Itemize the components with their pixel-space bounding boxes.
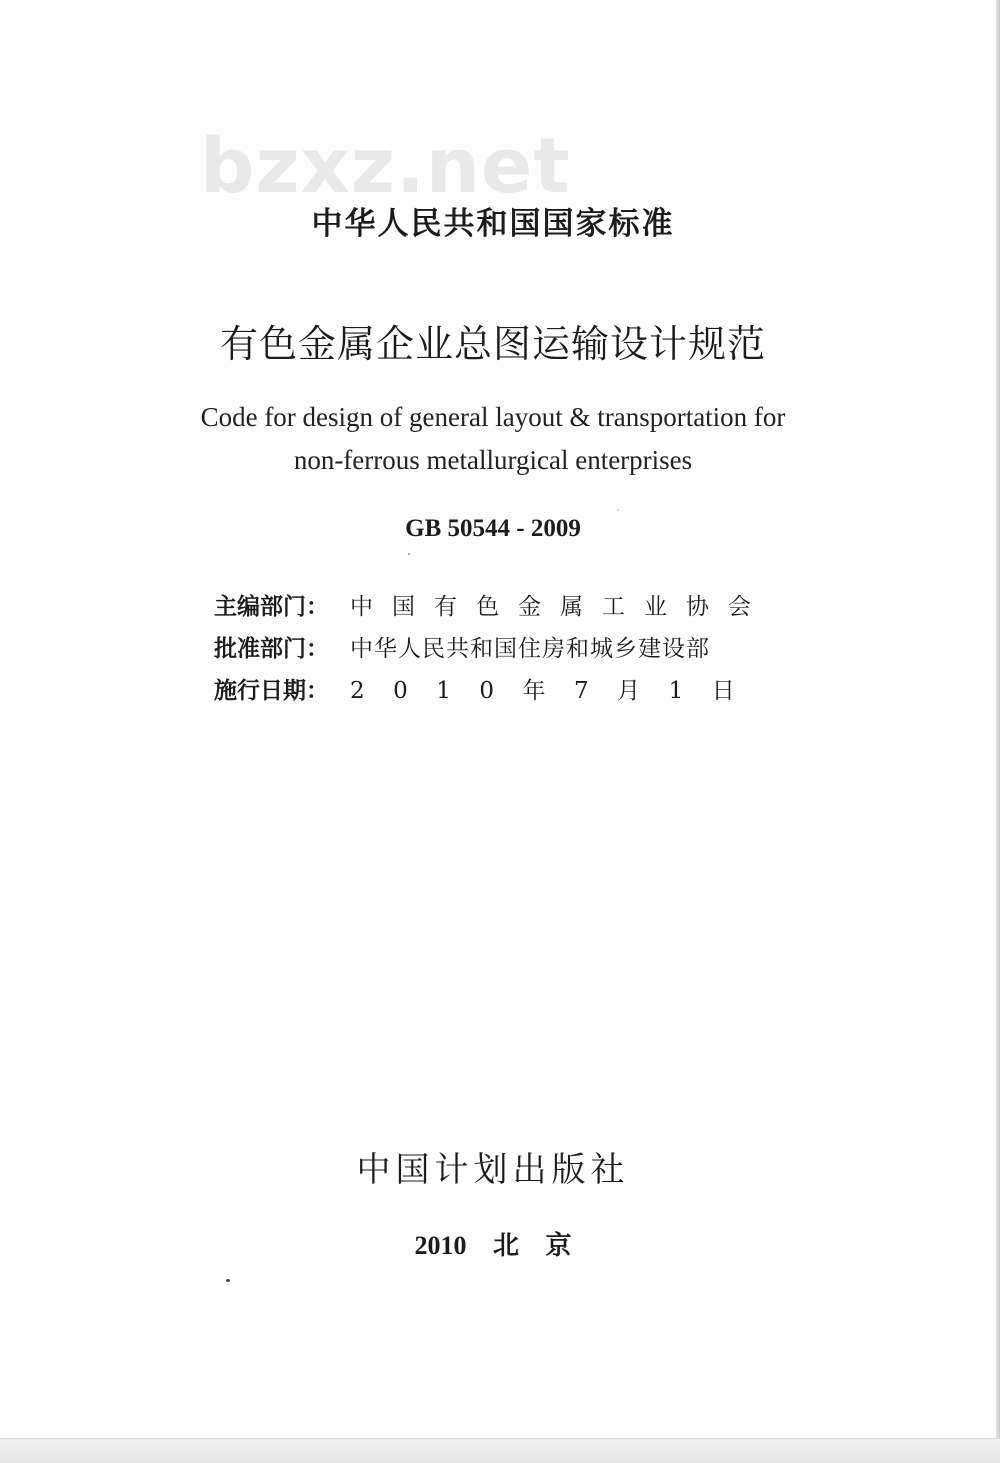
effective-date-row [214, 672, 794, 714]
approver-row [214, 630, 794, 672]
editor-row [214, 588, 794, 630]
scan-speck [617, 509, 619, 511]
editor-label: 主编部门： [214, 594, 329, 620]
page-bottom-edge [0, 1438, 1000, 1463]
effective-date-label: 施行日期： [214, 678, 329, 704]
approver-value: 中华人民共和国住房和城乡建设部 [350, 636, 710, 662]
publication-line [0, 1225, 986, 1262]
scan-speck [408, 553, 410, 555]
national-standard-heading: 中华人民共和国国家标准 [311, 206, 675, 242]
document-title-english [0, 396, 986, 482]
effective-date-value: 2010年7月1日 [350, 678, 764, 704]
publication-year: 2010 [414, 1231, 467, 1260]
watermark-text: bzxz.net [200, 121, 571, 210]
publisher-name: 中国计划出版社 [356, 1150, 630, 1190]
approver-label: 批准部门： [214, 636, 329, 662]
title-english-line-2: non-ferrous metallurgical enterprises [293, 445, 693, 475]
editor-value: 中国有色金属工业协会 [350, 594, 770, 620]
publication-city: 北 京 [492, 1231, 572, 1260]
scan-speck [226, 1279, 230, 1282]
standard-code: GB 50544 - 2009 [405, 515, 581, 542]
document-title-chinese: 有色金属企业总图运输设计规范 [219, 322, 766, 366]
title-english-line-1: Code for design of general layout & transportation for [200, 402, 786, 432]
metadata-block [214, 588, 794, 714]
page-right-edge [996, 0, 1000, 1463]
